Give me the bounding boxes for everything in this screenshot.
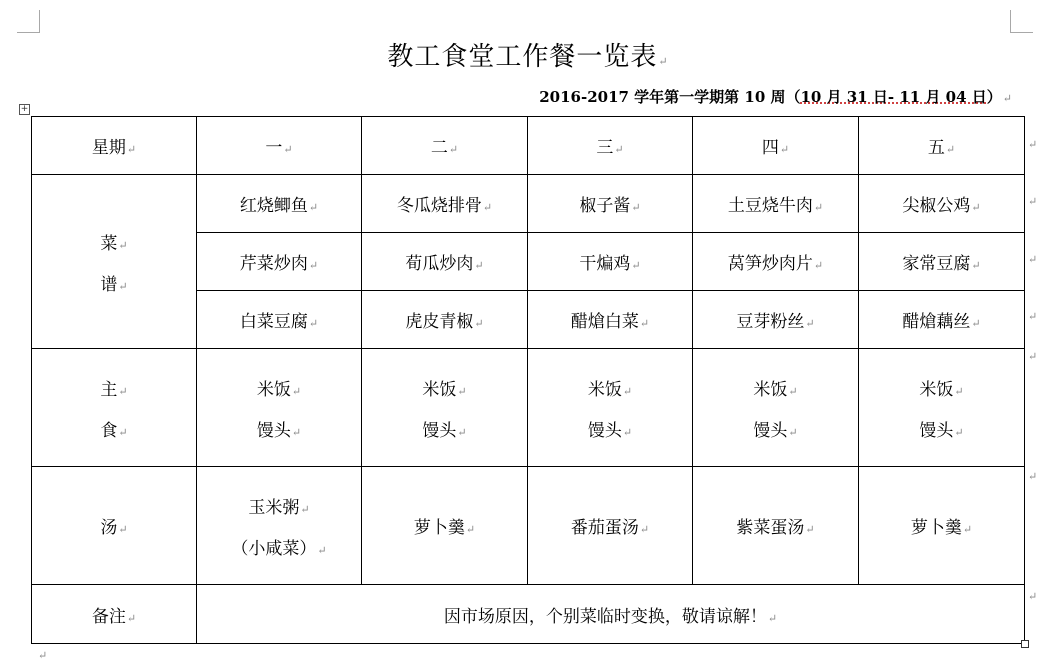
- row-end-mark: ↵: [1028, 590, 1038, 603]
- dish-cell[interactable]: 醋熗藕丝↵: [859, 291, 1025, 349]
- dish-cell[interactable]: 莴笋炒肉片↵: [693, 233, 859, 291]
- dish-cell[interactable]: 芹菜炒肉↵: [197, 233, 362, 291]
- recipe-label-cell[interactable]: 菜↵ 谱↵: [32, 175, 197, 349]
- dish-cell[interactable]: 荀瓜炒肉↵: [362, 233, 528, 291]
- date-range: 10 月 31 日- 11 月 04 日: [800, 88, 987, 106]
- recipe-row: [32, 175, 1025, 233]
- dish-cell[interactable]: 虎皮青椒↵: [362, 291, 528, 349]
- row-end-mark: ↵: [1028, 310, 1038, 323]
- header-row: [32, 117, 1025, 175]
- remarks-text-cell[interactable]: 因市场原因，个别菜临时变换，敬请谅解！↵: [197, 585, 1025, 644]
- dish-cell[interactable]: 红烧鲫鱼↵: [197, 175, 362, 233]
- dish-cell[interactable]: 豆芽粉丝↵: [693, 291, 859, 349]
- row-end-mark: ↵: [1028, 138, 1038, 151]
- document-title: 教工食堂工作餐一览表↵: [387, 42, 669, 72]
- dish-cell[interactable]: 家常豆腐↵: [859, 233, 1025, 291]
- staple-cell[interactable]: 米饭↵ 馒头↵: [859, 349, 1025, 467]
- row-end-mark: ↵: [1028, 253, 1038, 266]
- page-corner-mark-top-right: [1010, 10, 1033, 33]
- row-end-mark: ↵: [1028, 350, 1038, 363]
- remarks-row: [32, 585, 1025, 644]
- table-move-handle-icon[interactable]: +: [20, 104, 29, 114]
- dish-cell[interactable]: 醋熗白菜↵: [528, 291, 693, 349]
- dish-cell[interactable]: 白菜豆腐↵: [197, 291, 362, 349]
- soup-cell[interactable]: 萝卜羹↵: [859, 467, 1025, 585]
- staple-cell[interactable]: 米饭↵ 馒头↵: [528, 349, 693, 467]
- header-cell-day[interactable]: 五↵: [859, 117, 1025, 175]
- soup-cell[interactable]: 萝卜羹↵: [362, 467, 528, 585]
- row-end-mark: ↵: [1028, 470, 1038, 483]
- dish-cell[interactable]: 椒子酱↵: [528, 175, 693, 233]
- staple-row: [32, 349, 1025, 467]
- staple-label-cell[interactable]: 主↵ 食↵: [32, 349, 197, 467]
- header-cell-day[interactable]: 一↵: [197, 117, 362, 175]
- dish-cell[interactable]: 干煸鸡↵: [528, 233, 693, 291]
- staple-cell[interactable]: 米饭↵ 馒头↵: [362, 349, 528, 467]
- page-corner-mark-top-left: [17, 10, 40, 33]
- row-end-mark: ↵: [1028, 195, 1038, 208]
- remarks-label-cell[interactable]: 备注↵: [32, 585, 197, 644]
- staple-cell[interactable]: 米饭↵ 馒头↵: [197, 349, 362, 467]
- menu-table: [31, 116, 1025, 644]
- soup-cell[interactable]: 紫菜蛋汤↵: [693, 467, 859, 585]
- header-cell-day[interactable]: 三↵: [528, 117, 693, 175]
- soup-cell[interactable]: 番茄蛋汤↵: [528, 467, 693, 585]
- paragraph-mark: ↵: [1002, 92, 1012, 105]
- document-subtitle: 2016-2017 学年第一学期第 10 周（10 月 31 日- 11 月 04 日）↵: [539, 88, 1012, 106]
- header-cell-day[interactable]: 二↵: [362, 117, 528, 175]
- paragraph-mark: ↵: [658, 55, 669, 68]
- paragraph-mark: ↵: [38, 649, 48, 662]
- staple-cell[interactable]: 米饭↵ 馒头↵: [693, 349, 859, 467]
- header-cell-day[interactable]: 四↵: [693, 117, 859, 175]
- dish-cell[interactable]: 土豆烧牛肉↵: [693, 175, 859, 233]
- soup-row: [32, 467, 1025, 585]
- dish-cell[interactable]: 冬瓜烧排骨↵: [362, 175, 528, 233]
- dish-cell[interactable]: 尖椒公鸡↵: [859, 175, 1025, 233]
- soup-cell[interactable]: 玉米粥↵ （小咸菜）↵: [197, 467, 362, 585]
- header-cell-label[interactable]: 星期↵: [32, 117, 197, 175]
- table-resize-handle[interactable]: [1021, 640, 1029, 648]
- soup-label-cell[interactable]: 汤↵: [32, 467, 197, 585]
